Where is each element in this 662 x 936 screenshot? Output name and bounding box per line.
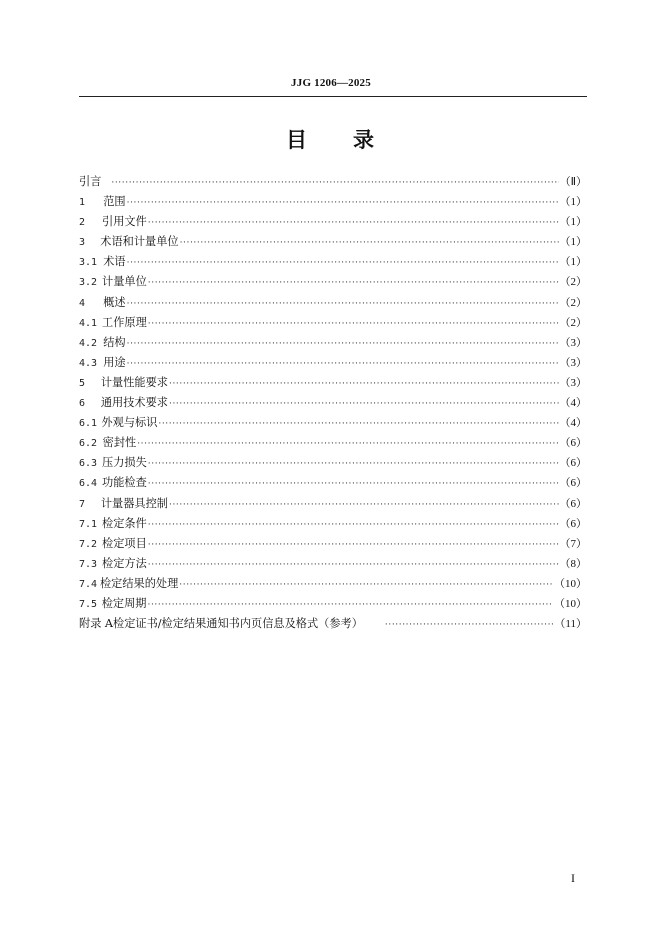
toc-entry-number: 6.3 (79, 458, 98, 470)
toc-leader-dots (127, 334, 559, 354)
toc-entry-label: 计量单位 (102, 275, 147, 289)
toc-entry-page: （1） (559, 256, 587, 269)
toc-entry-page: （11） (554, 618, 587, 631)
toc-leader-dots (169, 394, 559, 414)
toc-entry-introduction[interactable] (79, 172, 587, 192)
toc-leader-dots (148, 515, 559, 535)
toc-entry-label: 外观与标识 (101, 416, 158, 430)
toc-entry-label: 功能检查 (102, 476, 147, 490)
toc-entry-number: 6 (79, 398, 86, 410)
toc-entry-page: （Ⅱ） (559, 176, 587, 188)
toc-entry-number: 3.2 (79, 277, 98, 289)
toc-entry-4-2[interactable] (79, 333, 587, 353)
toc-leader-dots (158, 414, 558, 434)
toc-leader-dots (169, 374, 559, 394)
toc-entry-page: （6） (559, 477, 587, 490)
page-title (0, 124, 662, 154)
toc-entry-label: 术语和计量单位 (100, 235, 179, 249)
toc-entry-page: （8） (559, 557, 587, 570)
toc-entry-label: 检定条件 (102, 516, 147, 530)
toc-leader-dots (127, 193, 559, 213)
toc-entry-number: 7.3 (79, 558, 98, 570)
toc-entry-label: 引用文件 (102, 215, 147, 229)
toc-entry-number: 7 (79, 498, 86, 510)
toc-entry-number: 1 (79, 197, 86, 209)
toc-entry-4-1[interactable] (79, 313, 587, 333)
toc-entry-page: （6） (559, 457, 587, 470)
toc-leader-dots (137, 434, 558, 454)
toc-leader-dots (148, 555, 559, 575)
toc-entry-page: （7） (559, 537, 587, 550)
toc-entry-page: （4） (559, 397, 587, 410)
toc-leader-dots (127, 253, 559, 273)
toc-entry-6-1[interactable] (79, 413, 587, 433)
toc-entry-page: （2） (559, 316, 587, 329)
toc-entry-page: （6） (559, 517, 587, 530)
toc-entry-page: （2） (559, 276, 587, 289)
toc-entry-label: 检定证书/检定结果通知书内页信息及格式（参考） (113, 617, 363, 631)
toc-entry-7-4[interactable] (79, 574, 587, 594)
toc-entry-label: 通用技术要求 (100, 396, 168, 410)
toc-entry-label: 检定结果的处理 (99, 576, 179, 590)
document-code: JJG 1206—2025 (291, 77, 371, 89)
toc-leader-dots (148, 595, 554, 615)
toc-entry-7-3[interactable] (79, 554, 587, 574)
toc-entry-page: （10） (554, 597, 587, 610)
toc-entry-label: 检定周期 (101, 596, 147, 610)
toc-entry-6[interactable] (79, 393, 587, 413)
page-number: I (571, 871, 575, 885)
toc-entry-6-3[interactable] (79, 453, 587, 473)
toc-entry-page: （10） (554, 577, 587, 590)
toc-entry-number: 4.1 (79, 317, 98, 329)
toc-entry-1[interactable] (79, 192, 587, 212)
toc-entry-page: （3） (559, 336, 587, 349)
toc-entry-number: 6.2 (79, 438, 98, 450)
toc-entry-6-2[interactable] (79, 433, 587, 453)
toc-entry-label: 结构 (103, 335, 126, 349)
toc-entry-number: 7.4 (79, 578, 98, 590)
toc-entry-3-1[interactable] (79, 252, 587, 272)
toc-entry-4[interactable] (79, 293, 587, 313)
toc-entry-number: 6.1 (79, 418, 98, 430)
toc-entry-page: （3） (559, 356, 587, 369)
toc-entry-6-4[interactable] (79, 473, 587, 493)
toc-leader-dots (180, 233, 559, 253)
header-rule (79, 96, 587, 97)
toc-entry-number: 附录 A (79, 617, 114, 631)
toc-entry-page: （4） (559, 417, 587, 430)
title-left-char: 目 (286, 128, 309, 152)
toc-entry-label: 术语 (103, 255, 126, 269)
toc-entry-label: 检定方法 (102, 556, 147, 570)
toc-entry-number: 3 (79, 237, 86, 249)
table-of-contents (79, 172, 587, 634)
toc-entry-label: 用途 (103, 355, 126, 369)
toc-leader-dots (148, 273, 559, 293)
title-right-char: 录 (353, 128, 376, 152)
toc-leader-dots (127, 294, 559, 314)
toc-entry-number: 4 (79, 297, 86, 309)
toc-entry-label: 计量性能要求 (100, 375, 168, 389)
toc-entry-appendix-a[interactable] (79, 614, 587, 634)
toc-entry-2[interactable] (79, 212, 587, 232)
toc-entry-7-1[interactable] (79, 514, 587, 534)
toc-entry-page: （3） (559, 376, 587, 389)
toc-leader-dots (148, 454, 559, 474)
toc-entry-4-3[interactable] (79, 353, 587, 373)
toc-entry-label: 计量器具控制 (100, 496, 168, 510)
toc-leader-dots (148, 535, 559, 555)
toc-leader-dots (385, 615, 553, 635)
toc-entry-page: （1） (559, 196, 587, 209)
toc-entry-number: 7.2 (79, 538, 98, 550)
toc-entry-page: （1） (559, 216, 587, 229)
toc-entry-label: 范围 (103, 195, 126, 209)
toc-entry-label: 引言 (79, 175, 102, 188)
toc-leader-dots (169, 495, 559, 515)
toc-entry-number: 4.2 (79, 337, 98, 349)
toc-leader-dots (148, 213, 559, 233)
toc-entry-number: 7.5 (79, 598, 98, 610)
toc-entry-label: 密封性 (102, 436, 137, 450)
toc-entry-number: 6.4 (79, 478, 98, 490)
toc-entry-label: 概述 (103, 295, 126, 309)
toc-leader-dots (148, 474, 559, 494)
toc-entry-3[interactable] (79, 232, 587, 252)
toc-leader-dots (179, 575, 553, 595)
toc-leader-dots (111, 173, 558, 193)
toc-entry-number: 5 (79, 377, 86, 389)
toc-entry-page: （6） (559, 437, 587, 450)
toc-leader-dots (127, 354, 559, 374)
toc-entry-page: （1） (559, 236, 587, 249)
toc-entry-7-2[interactable] (79, 534, 587, 554)
toc-entry-page: （6） (559, 497, 587, 510)
toc-leader-dots (148, 314, 559, 334)
toc-entry-7-5[interactable] (79, 594, 587, 614)
toc-entry-3-2[interactable] (79, 272, 587, 292)
toc-entry-number: 2 (79, 217, 86, 229)
toc-entry-label: 工作原理 (102, 315, 147, 329)
toc-entry-number: 7.1 (79, 518, 98, 530)
toc-entry-number: 4.3 (79, 357, 98, 369)
toc-entry-number: 3.1 (79, 257, 98, 269)
toc-entry-page: （2） (559, 296, 587, 309)
toc-entry-5[interactable] (79, 373, 587, 393)
toc-entry-label: 检定项目 (102, 536, 147, 550)
toc-entry-label: 压力损失 (102, 456, 147, 470)
toc-entry-7[interactable] (79, 494, 587, 514)
